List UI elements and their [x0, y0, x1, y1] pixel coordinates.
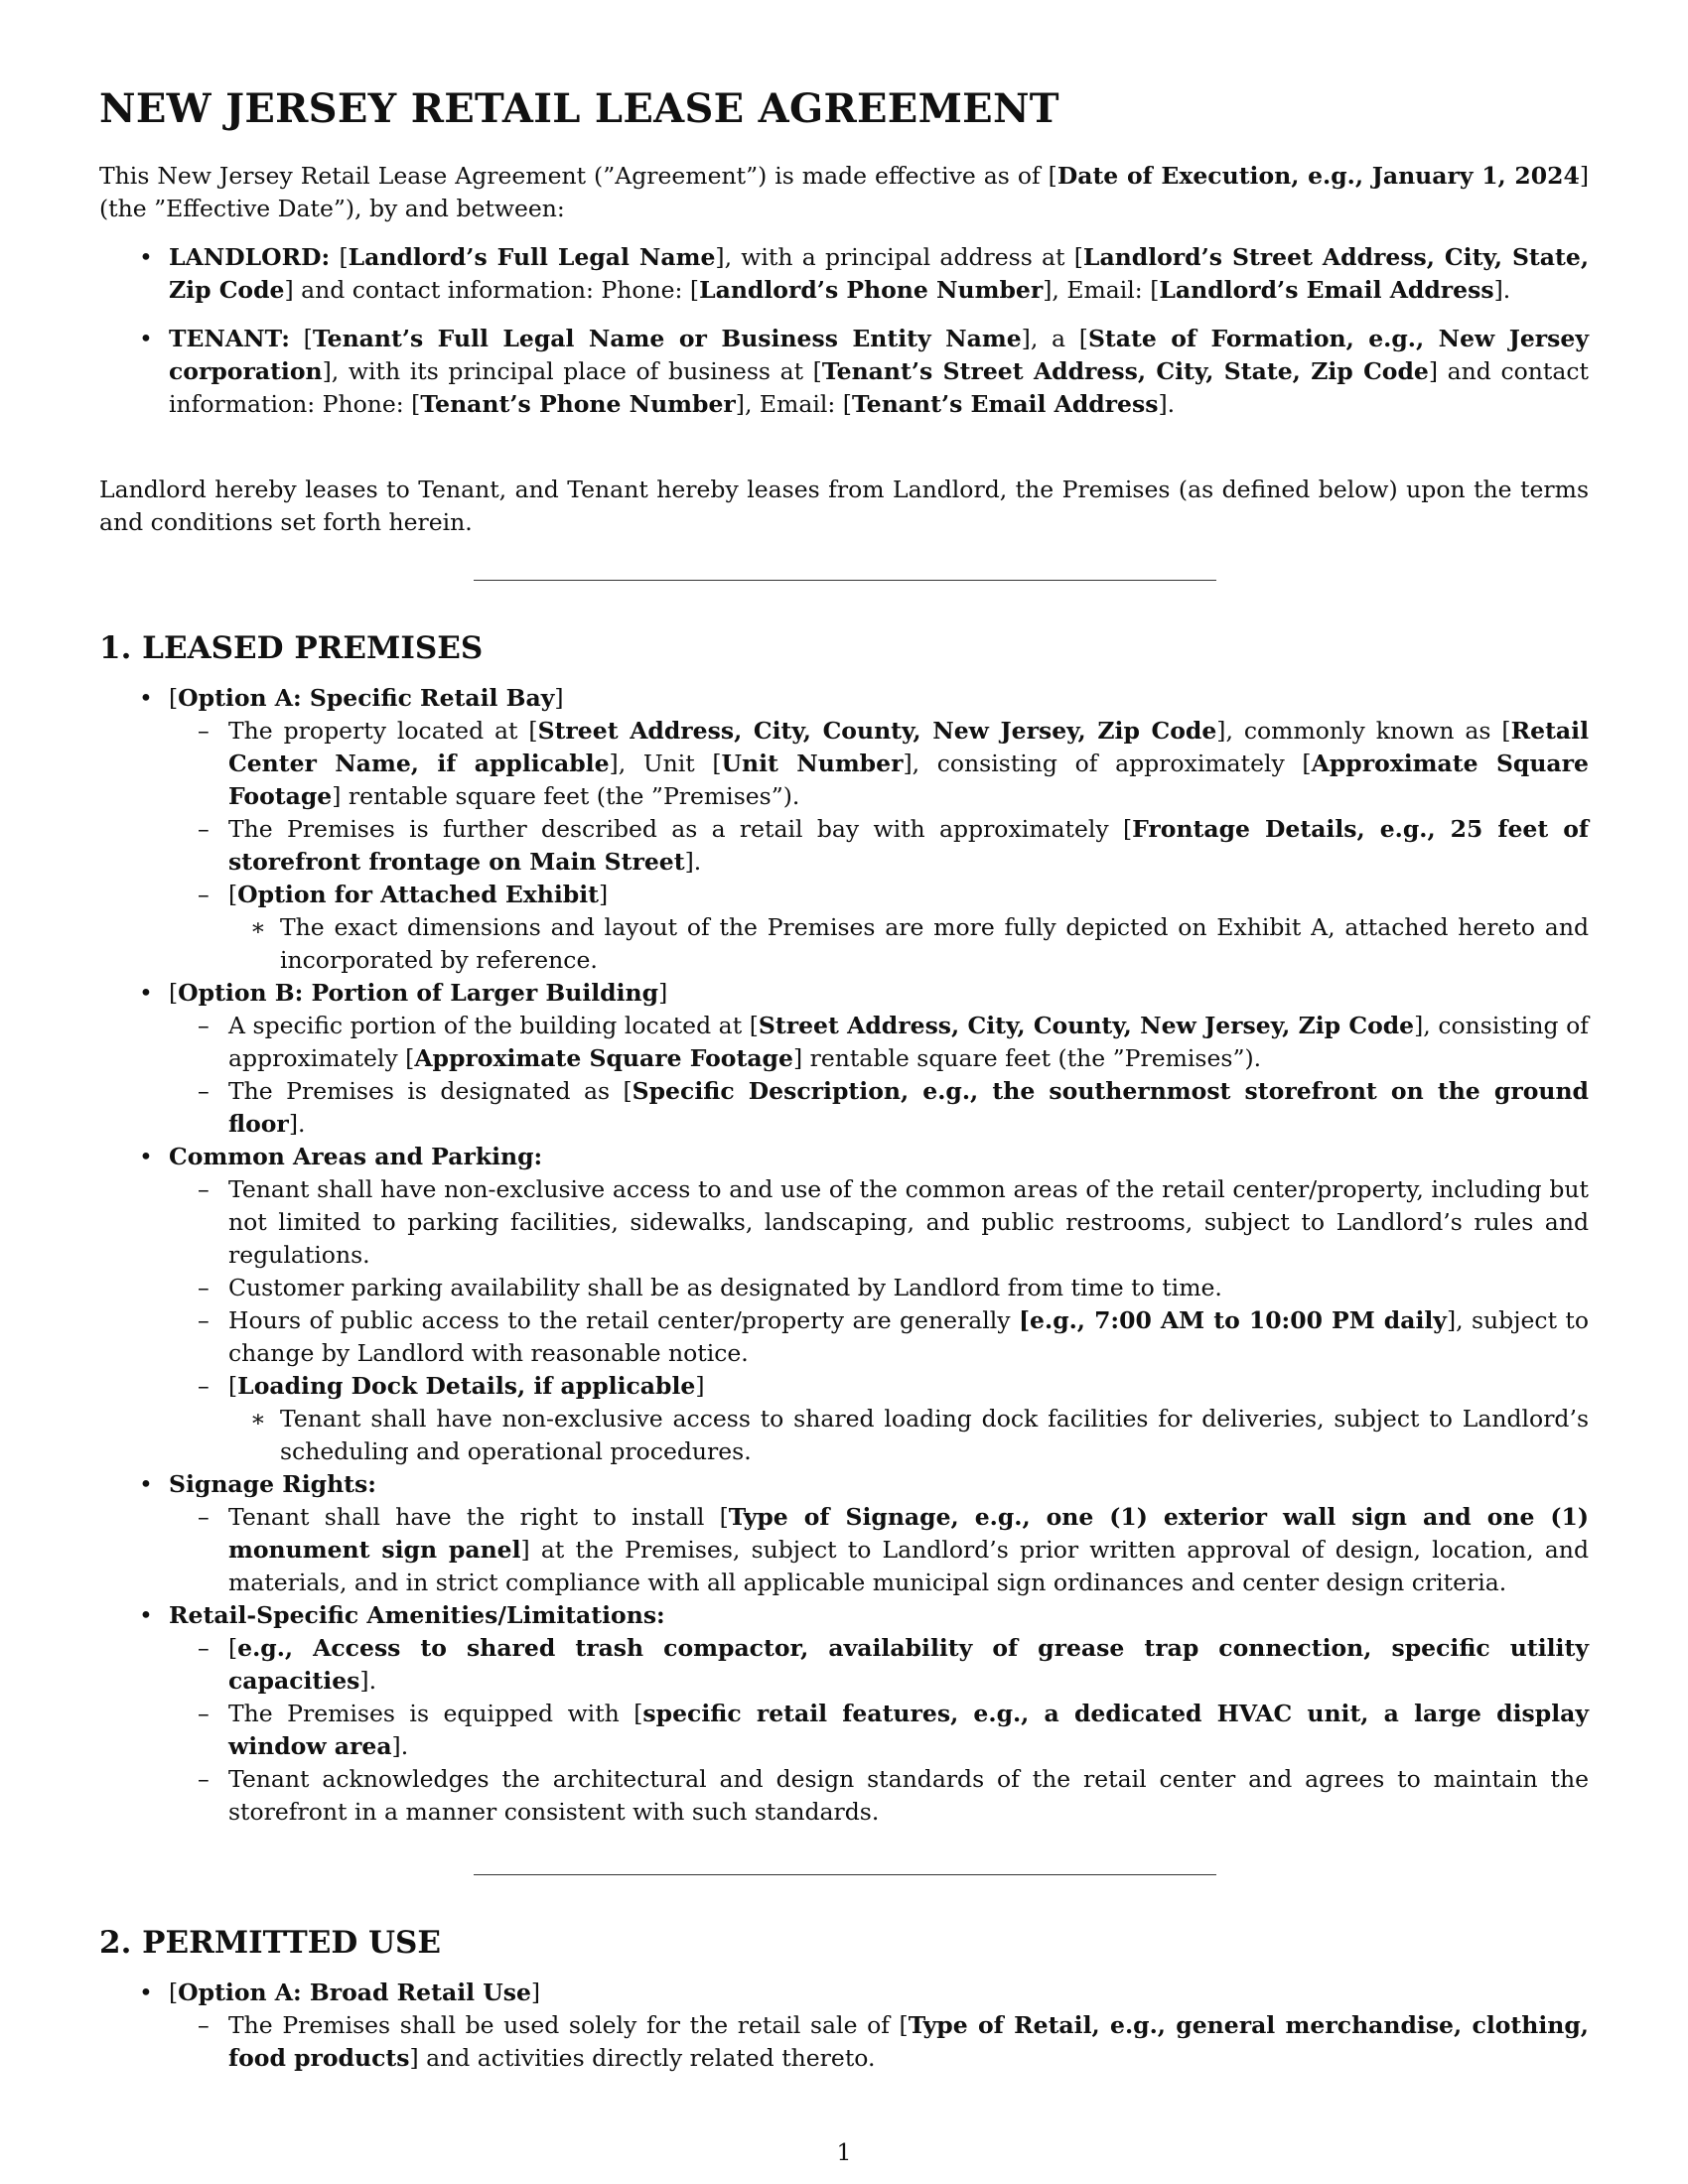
- tenant-formation-placeholder: State of Formation, e.g., New Jersey corporation: [169, 325, 1589, 385]
- list-item: ∗ Tenant shall have non-exclusive access to shared loading dock facilities for deliveries, subject to Landlord’s scheduling and operational procedures.: [228, 1403, 1589, 1468]
- retail-amenities: • Retail-Specific Amenities/Limitations: – [e.g., Access to shared trash compactor, availability of grease trap connection, specific utility capacities]. – The Premises is equipped with [specific retail features, e.g., a dedicated HVAC unit, a large display window area]. – Tenant acknowledges the architectural and design standards of the retail center and agrees to maintain the storefront in a manner consistent with such standards.: [99, 1599, 1589, 1829]
- tenant-name-placeholder: Tenant’s Full Legal Name or Business Entity Name: [312, 325, 1022, 352]
- option-a-retail-bay: • [Option A: Specific Retail Bay] – The property located at [Street Address, City, County, New Jersey, Zip Code], commonly known as [Retail Center Name, if applicable], Unit [Unit Number], consisting of approximately [Approximate Square Footage] rentable square feet (the ”Premises”). – The Premises is further described as a retail bay with approximately [Frontage Details, e.g., 25 feet of storefront frontage on Main Street]. – [Option for Attached Exhibit] ∗ The exact dimensions and layout of the Premises are more fully depicted on Exhibit A, attached hereto and incorporated by reference.: [99, 682, 1589, 977]
- tenant-address-placeholder: Tenant’s Street Address, City, State, Zip Code: [821, 357, 1429, 385]
- list-item: – Tenant shall have non-exclusive access to and use of the common areas of the retail center/property, including but not limited to parking facilities, sidewalks, landscaping, and public restrooms, subject to Landlord’s rules and regulations.: [169, 1173, 1589, 1272]
- signage-rights: • Signage Rights: – Tenant shall have the right to install [Type of Signage, e.g., one (1) exterior wall sign and one (1) monument sign panel] at the Premises, subject to Landlord’s prior written approval of design, location, and materials, and in strict compliance with all applicable municipal sign ordinances and center design criteria.: [99, 1468, 1589, 1599]
- tenant-email-placeholder: Tenant’s Email Address: [851, 390, 1159, 418]
- list-item: – Tenant shall have the right to install [Type of Signage, e.g., one (1) exterior wall sign and one (1) monument sign panel] at the Premises, subject to Landlord’s prior written approval of design, location, and materials, and in strict compliance with all applicable municipal sign ordinances and center design criteria.: [169, 1501, 1589, 1599]
- option-a-broad-retail: • [Option A: Broad Retail Use] – The Premises shall be used solely for the retail sale of [Type of Retail, e.g., general merchandise, clothing, food products] and activities directly related thereto.: [99, 1977, 1589, 2075]
- section-2-heading: 2. PERMITTED USE: [99, 1925, 442, 1961]
- section-2-list: [99, 1977, 1589, 2075]
- list-item: – [Loading Dock Details, if applicable] ∗ Tenant shall have non-exclusive access to shared loading dock facilities for deliveries, subject to Landlord’s scheduling and operational procedures.: [169, 1370, 1589, 1468]
- landlord-email-placeholder: Landlord’s Email Address: [1159, 276, 1494, 304]
- landlord-phone-placeholder: Landlord’s Phone Number: [699, 276, 1044, 304]
- landlord-name-placeholder: Landlord’s Full Legal Name: [348, 243, 716, 271]
- tenant-entry: • TENANT: [Tenant’s Full Legal Name or Business Entity Name], a [State of Formation, e.g., New Jersey corporation], with its principal place of business at [Tenant’s Street Address, City, State, Zip Code] and contact information: Phone: [Tenant’s Phone Number], Email: [Tenant’s Email Address].: [99, 323, 1589, 421]
- document-page: [99, 0, 1589, 2184]
- list-item: – The Premises shall be used solely for the retail sale of [Type of Retail, e.g., general merchandise, clothing, food products] and activities directly related thereto.: [169, 2009, 1589, 2075]
- landlord-address-placeholder: Landlord’s Street Address, City, State, Zip Code: [169, 243, 1590, 304]
- effective-date-placeholder: Date of Execution, e.g., January 1, 2024: [1056, 162, 1580, 190]
- parties-list: [99, 241, 1589, 437]
- list-item: – [e.g., Access to shared trash compactor, availability of grease trap connection, specific utility capacities].: [169, 1632, 1589, 1698]
- list-item: – The Premises is further described as a retail bay with approximately [Frontage Details, e.g., 25 feet of storefront frontage on Main Street].: [169, 813, 1589, 879]
- list-item: – Hours of public access to the retail center/property are generally [e.g., 7:00 AM to 10:00 PM daily], subject to change by Landlord with reasonable notice.: [169, 1304, 1589, 1370]
- list-item: – The Premises is designated as [Specific Description, e.g., the southernmost storefront on the ground floor].: [169, 1075, 1589, 1141]
- tenant-phone-placeholder: Tenant’s Phone Number: [420, 390, 736, 418]
- landlord-entry: • LANDLORD: [Landlord’s Full Legal Name], with a principal address at [Landlord’s Street Address, City, State, Zip Code] and contact information: Phone: [Landlord’s Phone Number], Email: [Landlord’s Email Address].: [99, 241, 1589, 307]
- intro-paragraph: This New Jersey Retail Lease Agreement (”Agreement”) is made effective as of [Date of Execution, e.g., January 1, 2024] (the ”Effective Date”), by and between:: [99, 162, 1589, 222]
- list-item: – The Premises is equipped with [specific retail features, e.g., a dedicated HVAC unit, a large display window area].: [169, 1698, 1589, 1763]
- common-areas-parking: • Common Areas and Parking: – Tenant shall have non-exclusive access to and use of the common areas of the retail center/property, including but not limited to parking facilities, sidewalks, landscaping, and public restrooms, subject to Landlord’s rules and regulations. – Customer parking availability shall be as designated by Landlord from time to time. – Hours of public access to the retail center/property are generally [e.g., 7:00 AM to 10:00 PM daily], subject to change by Landlord with reasonable notice. – [Loading Dock Details, if applicable] ∗ Tenant shall have non-exclusive access to shared loading dock facilities for deliveries, subject to Landlord’s scheduling and operational procedures.: [99, 1141, 1589, 1468]
- list-item: ∗ The exact dimensions and layout of the Premises are more fully depicted on Exhibit A, attached hereto and incorporated by reference.: [228, 911, 1589, 977]
- list-item: – A specific portion of the building located at [Street Address, City, County, New Jersey, Zip Code], consisting of approximately [Approximate Square Footage] rentable square feet (the ”Premises”).: [169, 1010, 1589, 1075]
- section-divider: [474, 1874, 1216, 1875]
- list-item: – [Option for Attached Exhibit] ∗ The exact dimensions and layout of the Premises are more fully depicted on Exhibit A, attached hereto and incorporated by reference.: [169, 879, 1589, 977]
- section-1-heading: 1. LEASED PREMISES: [99, 630, 484, 666]
- page-number: 1: [836, 2138, 852, 2166]
- list-item: – The property located at [Street Address, City, County, New Jersey, Zip Code], commonly known as [Retail Center Name, if applicable], Unit [Unit Number], consisting of approximately [Approximate Square Footage] rentable square feet (the ”Premises”).: [169, 715, 1589, 813]
- option-b-portion-building: • [Option B: Portion of Larger Building] – A specific portion of the building located at [Street Address, City, County, New Jersey, Zip Code], consisting of approximately [Approximate Square Footage] rentable square feet (the ”Premises”). – The Premises is designated as [Specific Description, e.g., the southernmost storefront on the ground floor].: [99, 977, 1589, 1141]
- section-1-list: [99, 682, 1589, 1829]
- list-item: – Tenant acknowledges the architectural and design standards of the retail center and agrees to maintain the storefront in a manner consistent with such standards.: [169, 1763, 1589, 1829]
- lease-clause-paragraph: Landlord hereby leases to Tenant, and Tenant hereby leases from Landlord, the Premises (as defined below) upon the terms and conditions set forth herein.: [99, 476, 1589, 536]
- section-divider: [474, 580, 1216, 581]
- document-title: NEW JERSEY RETAIL LEASE AGREEMENT: [99, 85, 1059, 132]
- list-item: – Customer parking availability shall be as designated by Landlord from time to time.: [169, 1272, 1589, 1304]
